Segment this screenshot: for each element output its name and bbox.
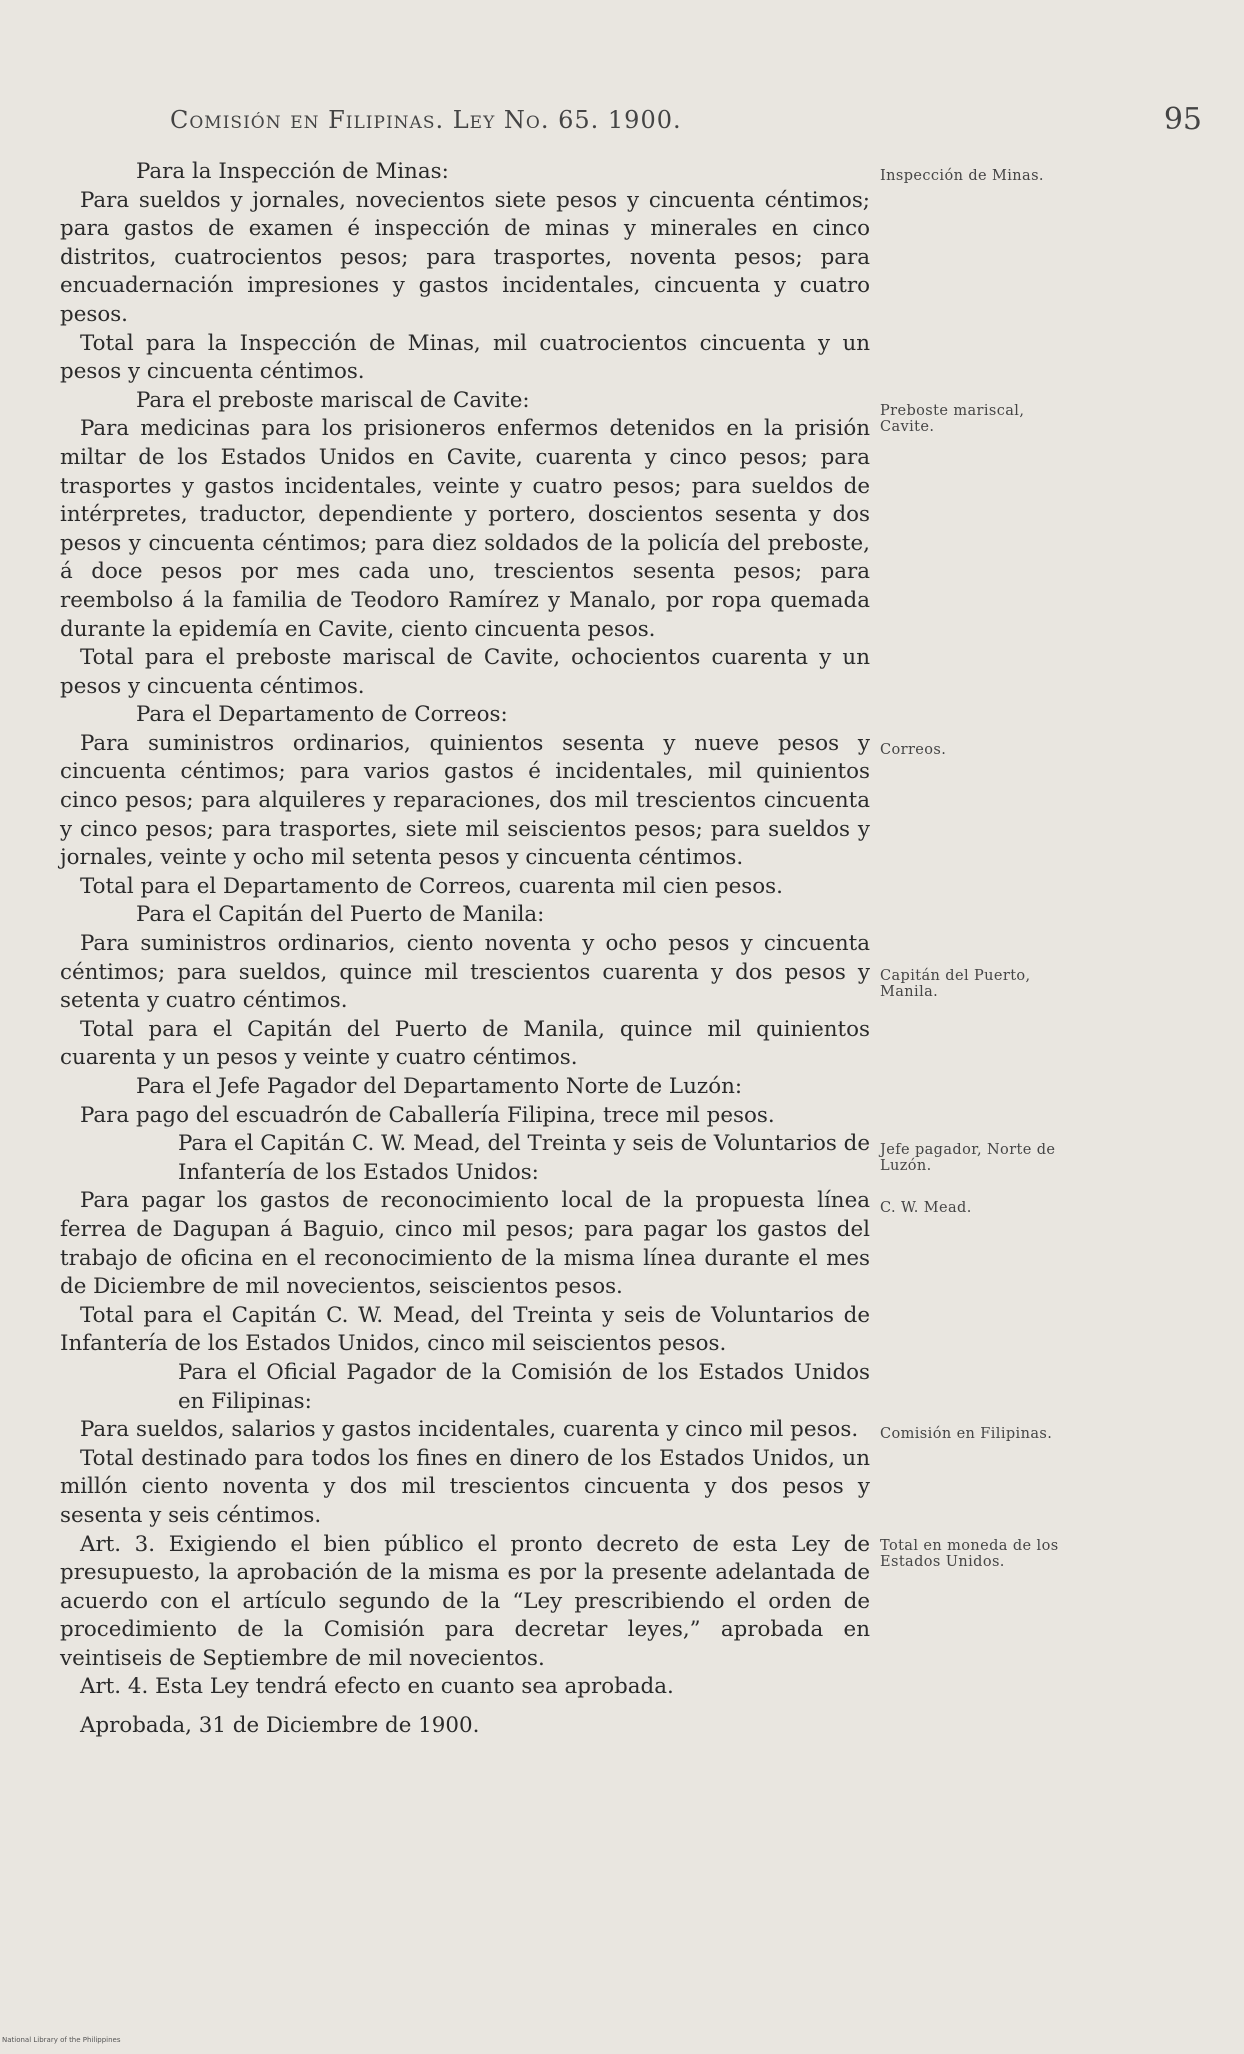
running-title: Comisión en Filipinas. Ley No. 65. 1900. [170, 106, 682, 134]
margin-note: Total en moneda de los Estados Unidos. [880, 1538, 1059, 1570]
page-number: 95 [1163, 102, 1202, 137]
paragraph: Art. 4. Esta Ley tendrá efecto en cuanto sea aprobada. [80, 1674, 674, 1700]
footer-credit: National Library of the Philippines [2, 2036, 121, 2044]
paragraph: Para sueldos y jornales, novecientos siete pesos y cincuenta céntimos; para gastos de examen é inspección de minas y minerales en cinco distritos, cuatrocientos pesos; para trasportes, noventa pesos; para encuadernación impresiones y gastos incidentales, cincuenta y cuatro pesos. [60, 187, 870, 327]
paragraph: Para suministros ordinarios, quinientos sesenta y nueve pesos y cincuenta céntimos; para varios gastos é incidentales, mil quinientos cinco pesos; para alquileres y reparaciones, dos mil trescientos cincuenta y cinco pesos; para trasportes, siete mil seiscientos pesos; para sueldos y jornales, veinte y ocho mil setenta pesos y cincuenta céntimos. [60, 730, 870, 871]
section-heading: Para el Capitán C. W. Mead, del Treinta y seis de Voluntarios de Infantería de los Estados Unidos: [178, 1131, 870, 1185]
paragraph: Para sueldos, salarios y gastos incidentales, cuarenta y cinco mil pesos. [80, 1417, 859, 1443]
margin-note: Capitán del Puerto, Manila. [880, 968, 1031, 1000]
section-heading: Para el Jefe Pagador del Departamento Norte de Luzón: [136, 1074, 743, 1099]
paragraph: Para suministros ordinarios, ciento noventa y ocho pesos y cincuenta céntimos; para sueldos, quince mil trescientos cuarenta y dos pesos y setenta y cuatro céntimos. [60, 931, 870, 1014]
section-heading: Para el Departamento de Correos: [136, 702, 508, 728]
section-heading: Para el preboste mariscal de Cavite: [136, 387, 530, 413]
paragraph: Para pago del escuadrón de Caballería Filipina, trece mil pesos. [80, 1102, 775, 1128]
paragraph: Total para el Departamento de Correos, cuarenta mil cien pesos. [80, 873, 783, 899]
paragraph: Total para el preboste mariscal de Cavite, ochocientos cuarenta y un pesos y cincuenta céntimos. [60, 645, 870, 699]
margin-note: Comisión en Filipinas. [880, 1426, 1053, 1442]
paragraph: Art. 3. Exigiendo el bien público el pronto decreto de esta Ley de presupuesto, la aprobación de la misma es por la presente adelantada de acuerdo con el artículo segundo de la “Ley prescribiendo el orden de procedimiento de la Comisión para decretar leyes,” aprobada en veintiseis de Septiembre de mil novecientos. [60, 1531, 870, 1671]
margin-note: C. W. Mead. [880, 1200, 972, 1216]
margin-note: Correos. [880, 742, 947, 758]
margin-note: Jefe pagador, Norte de Luzón. [880, 1142, 1056, 1174]
paragraph: Para medicinas para los prisioneros enfermos detenidos en la prisión miltar de los Estados Unidos en Cavite, cuarenta y cinco pesos; para trasportes y gastos incidentales, veinte y cuatro pesos; para sueldos de intérpretes, traductor, dependiente y portero, doscientos sesenta y dos pesos y cincuenta céntimos; para diez soldados de la policía del preboste, á doce pesos por mes cada uno, trescientos sesenta pesos; para reembolso á la familia de Teodoro Ramírez y Manalo, por ropa quemada durante la epidemía en Cavite, ciento cincuenta pesos. [60, 416, 870, 642]
main-text [60, 158, 870, 1741]
section-heading: Para el Oficial Pagador de la Comisión de los Estados Unidos en Filipinas: [178, 1359, 870, 1414]
page-header [60, 102, 1204, 146]
paragraph: Total para la Inspección de Minas, mil cuatrocientos cincuenta y un pesos y cincuenta céntimos. [60, 330, 870, 385]
section-heading: Para la Inspección de Minas: [136, 159, 449, 184]
paragraph: Total para el Capitán del Puerto de Manila, quince mil quinientos cuarenta y un pesos y veinte y cuatro céntimos. [60, 1016, 870, 1071]
approval-line: Aprobada, 31 de Diciembre de 1900. [80, 1713, 480, 1739]
margin-note: Preboste mariscal, Cavite. [880, 403, 1025, 435]
paragraph: Total para el Capitán C. W. Mead, del Treinta y seis de Voluntarios de Infantería de los Estados Unidos, cinco mil seiscientos pesos. [60, 1302, 870, 1357]
paragraph: Para pagar los gastos de reconocimiento local de la propuesta línea ferrea de Dagupan á Baguio, cinco mil pesos; para pagar los gastos del trabajo de oficina en el reconocimiento de la misma línea durante el mes de Diciembre de mil novecientos, seiscientos pesos. [60, 1188, 870, 1300]
margin-note: Inspección de Minas. [880, 168, 1044, 184]
section-heading: Para el Capitán del Puerto de Manila: [136, 902, 545, 928]
paragraph: Total destinado para todos los fines en dinero de los Estados Unidos, un millón ciento noventa y dos mil trescientos cincuenta y dos pesos y sesenta y seis céntimos. [60, 1445, 870, 1528]
